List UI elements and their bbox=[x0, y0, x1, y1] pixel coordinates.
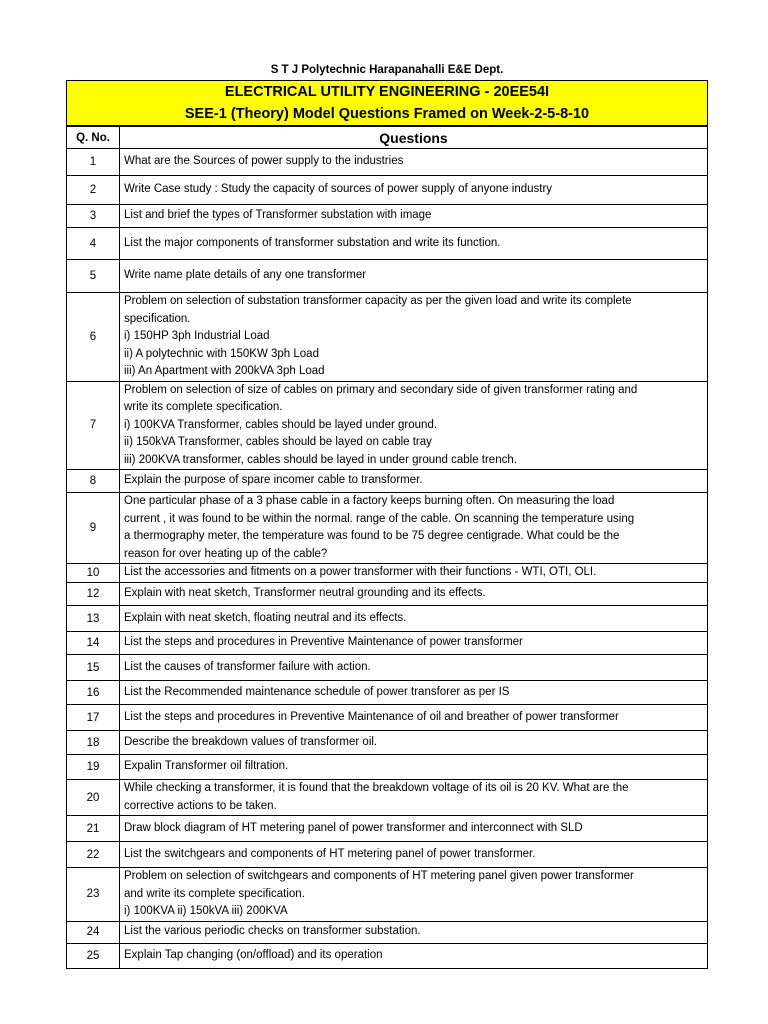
question-text: List and brief the types of Transformer substation with image bbox=[120, 205, 708, 228]
question-text: List the causes of transformer failure with action. bbox=[120, 655, 708, 681]
question-text: One particular phase of a 3 phase cable in a factory keeps burning often. On measuring the load current , it was found to be within the normal. range of the cable. On scanning the temperature using a thermography meter, the temperature was found to be 75 degree centigrade. What could be the reason for over heating up of the cable? bbox=[120, 493, 708, 564]
column-header-questions: Questions bbox=[120, 127, 708, 149]
question-number: 3 bbox=[67, 205, 120, 228]
question-text: Write name plate details of any one transformer bbox=[120, 260, 708, 293]
question-text: Describe the breakdown values of transformer oil. bbox=[120, 731, 708, 755]
question-number: 10 bbox=[67, 564, 120, 583]
question-text: What are the Sources of power supply to the industries bbox=[120, 149, 708, 176]
question-number: 5 bbox=[67, 260, 120, 293]
question-number: 7 bbox=[67, 381, 120, 470]
table-row bbox=[67, 470, 708, 493]
table-row bbox=[67, 780, 708, 816]
question-text: Explain with neat sketch, floating neutral and its effects. bbox=[120, 606, 708, 632]
question-sheet bbox=[66, 60, 708, 969]
table-row bbox=[67, 943, 708, 968]
question-number: 22 bbox=[67, 842, 120, 868]
question-text: List the various periodic checks on transformer substation. bbox=[120, 921, 708, 943]
question-text: Problem on selection of size of cables on primary and secondary side of given transformer rating and write its complete specification. i) 100KVA Transformer, cables should be layed under ground. ii) 150kVA Transformer, cables should be layed on cable tray iii) 200KVA transformer, cables should be layed in under ground cable trench. bbox=[120, 381, 708, 470]
question-number: 25 bbox=[67, 943, 120, 968]
questions-table bbox=[66, 126, 708, 969]
question-number: 24 bbox=[67, 921, 120, 943]
question-number: 16 bbox=[67, 681, 120, 705]
table-row bbox=[67, 583, 708, 606]
question-number: 2 bbox=[67, 176, 120, 205]
question-number: 8 bbox=[67, 470, 120, 493]
table-row bbox=[67, 731, 708, 755]
table-row bbox=[67, 260, 708, 293]
question-number: 12 bbox=[67, 583, 120, 606]
table-row bbox=[67, 755, 708, 780]
table-row bbox=[67, 149, 708, 176]
column-header-qno: Q. No. bbox=[67, 127, 120, 149]
table-row bbox=[67, 868, 708, 922]
table-row bbox=[67, 606, 708, 632]
table-row bbox=[67, 176, 708, 205]
question-text: Explain Tap changing (on/offload) and its operation bbox=[120, 943, 708, 968]
question-text: List the Recommended maintenance schedule of power transforer as per IS bbox=[120, 681, 708, 705]
question-text: While checking a transformer, it is found that the breakdown voltage of its oil is 20 KV. What are the corrective actions to be taken. bbox=[120, 780, 708, 816]
exam-subtitle: SEE-1 (Theory) Model Questions Framed on Week-2-5-8-10 bbox=[184, 106, 590, 122]
question-text: List the steps and procedures in Preventive Maintenance of oil and breather of power transformer bbox=[120, 705, 708, 731]
question-text: Explain the purpose of spare incomer cable to transformer. bbox=[120, 470, 708, 493]
table-row bbox=[67, 228, 708, 260]
question-number: 15 bbox=[67, 655, 120, 681]
question-number: 18 bbox=[67, 731, 120, 755]
table-row bbox=[67, 293, 708, 382]
question-text: Draw block diagram of HT metering panel of power transformer and interconnect with SLD bbox=[120, 816, 708, 842]
question-text: List the major components of transformer substation and write its function. bbox=[120, 228, 708, 260]
question-number: 6 bbox=[67, 293, 120, 382]
question-number: 23 bbox=[67, 868, 120, 922]
question-text: Problem on selection of switchgears and components of HT metering panel given power transformer and write its complete specification. i) 100KVA ii) 150kVA iii) 200KVA bbox=[120, 868, 708, 922]
question-text: List the steps and procedures in Preventive Maintenance of power transformer bbox=[120, 632, 708, 655]
question-text: Problem on selection of substation transformer capacity as per the given load and write its complete specification. i) 150HP 3ph Industrial Load ii) A polytechnic with 150KW 3ph Load iii) An Apartment with 200kVA 3ph Load bbox=[120, 293, 708, 382]
question-number: 9 bbox=[67, 493, 120, 564]
question-text: List the switchgears and components of HT metering panel of power transformer. bbox=[120, 842, 708, 868]
table-row bbox=[67, 921, 708, 943]
question-number: 19 bbox=[67, 755, 120, 780]
table-row bbox=[67, 681, 708, 705]
question-number: 21 bbox=[67, 816, 120, 842]
question-number: 13 bbox=[67, 606, 120, 632]
question-text: Explain with neat sketch, Transformer neutral grounding and its effects. bbox=[120, 583, 708, 606]
question-text: List the accessories and fitments on a power transformer with their functions - WTI, OTI, OLI. bbox=[120, 564, 708, 583]
table-row bbox=[67, 205, 708, 228]
table-row bbox=[67, 493, 708, 564]
table-row bbox=[67, 381, 708, 470]
table-row bbox=[67, 705, 708, 731]
question-text: Expalin Transformer oil filtration. bbox=[120, 755, 708, 780]
table-row bbox=[67, 816, 708, 842]
question-text: Write Case study : Study the capacity of sources of power supply of anyone industry bbox=[120, 176, 708, 205]
question-number: 1 bbox=[67, 149, 120, 176]
question-number: 17 bbox=[67, 705, 120, 731]
course-title: ELECTRICAL UTILITY ENGINEERING - 20EE54I bbox=[224, 84, 550, 100]
institute-header: S T J Polytechnic Harapanahalli E&E Dept. bbox=[66, 60, 708, 81]
title-banner bbox=[66, 81, 708, 126]
table-row bbox=[67, 655, 708, 681]
table-row bbox=[67, 632, 708, 655]
questions-body bbox=[67, 149, 708, 969]
table-row bbox=[67, 842, 708, 868]
question-number: 4 bbox=[67, 228, 120, 260]
question-number: 14 bbox=[67, 632, 120, 655]
table-row bbox=[67, 564, 708, 583]
question-number: 20 bbox=[67, 780, 120, 816]
